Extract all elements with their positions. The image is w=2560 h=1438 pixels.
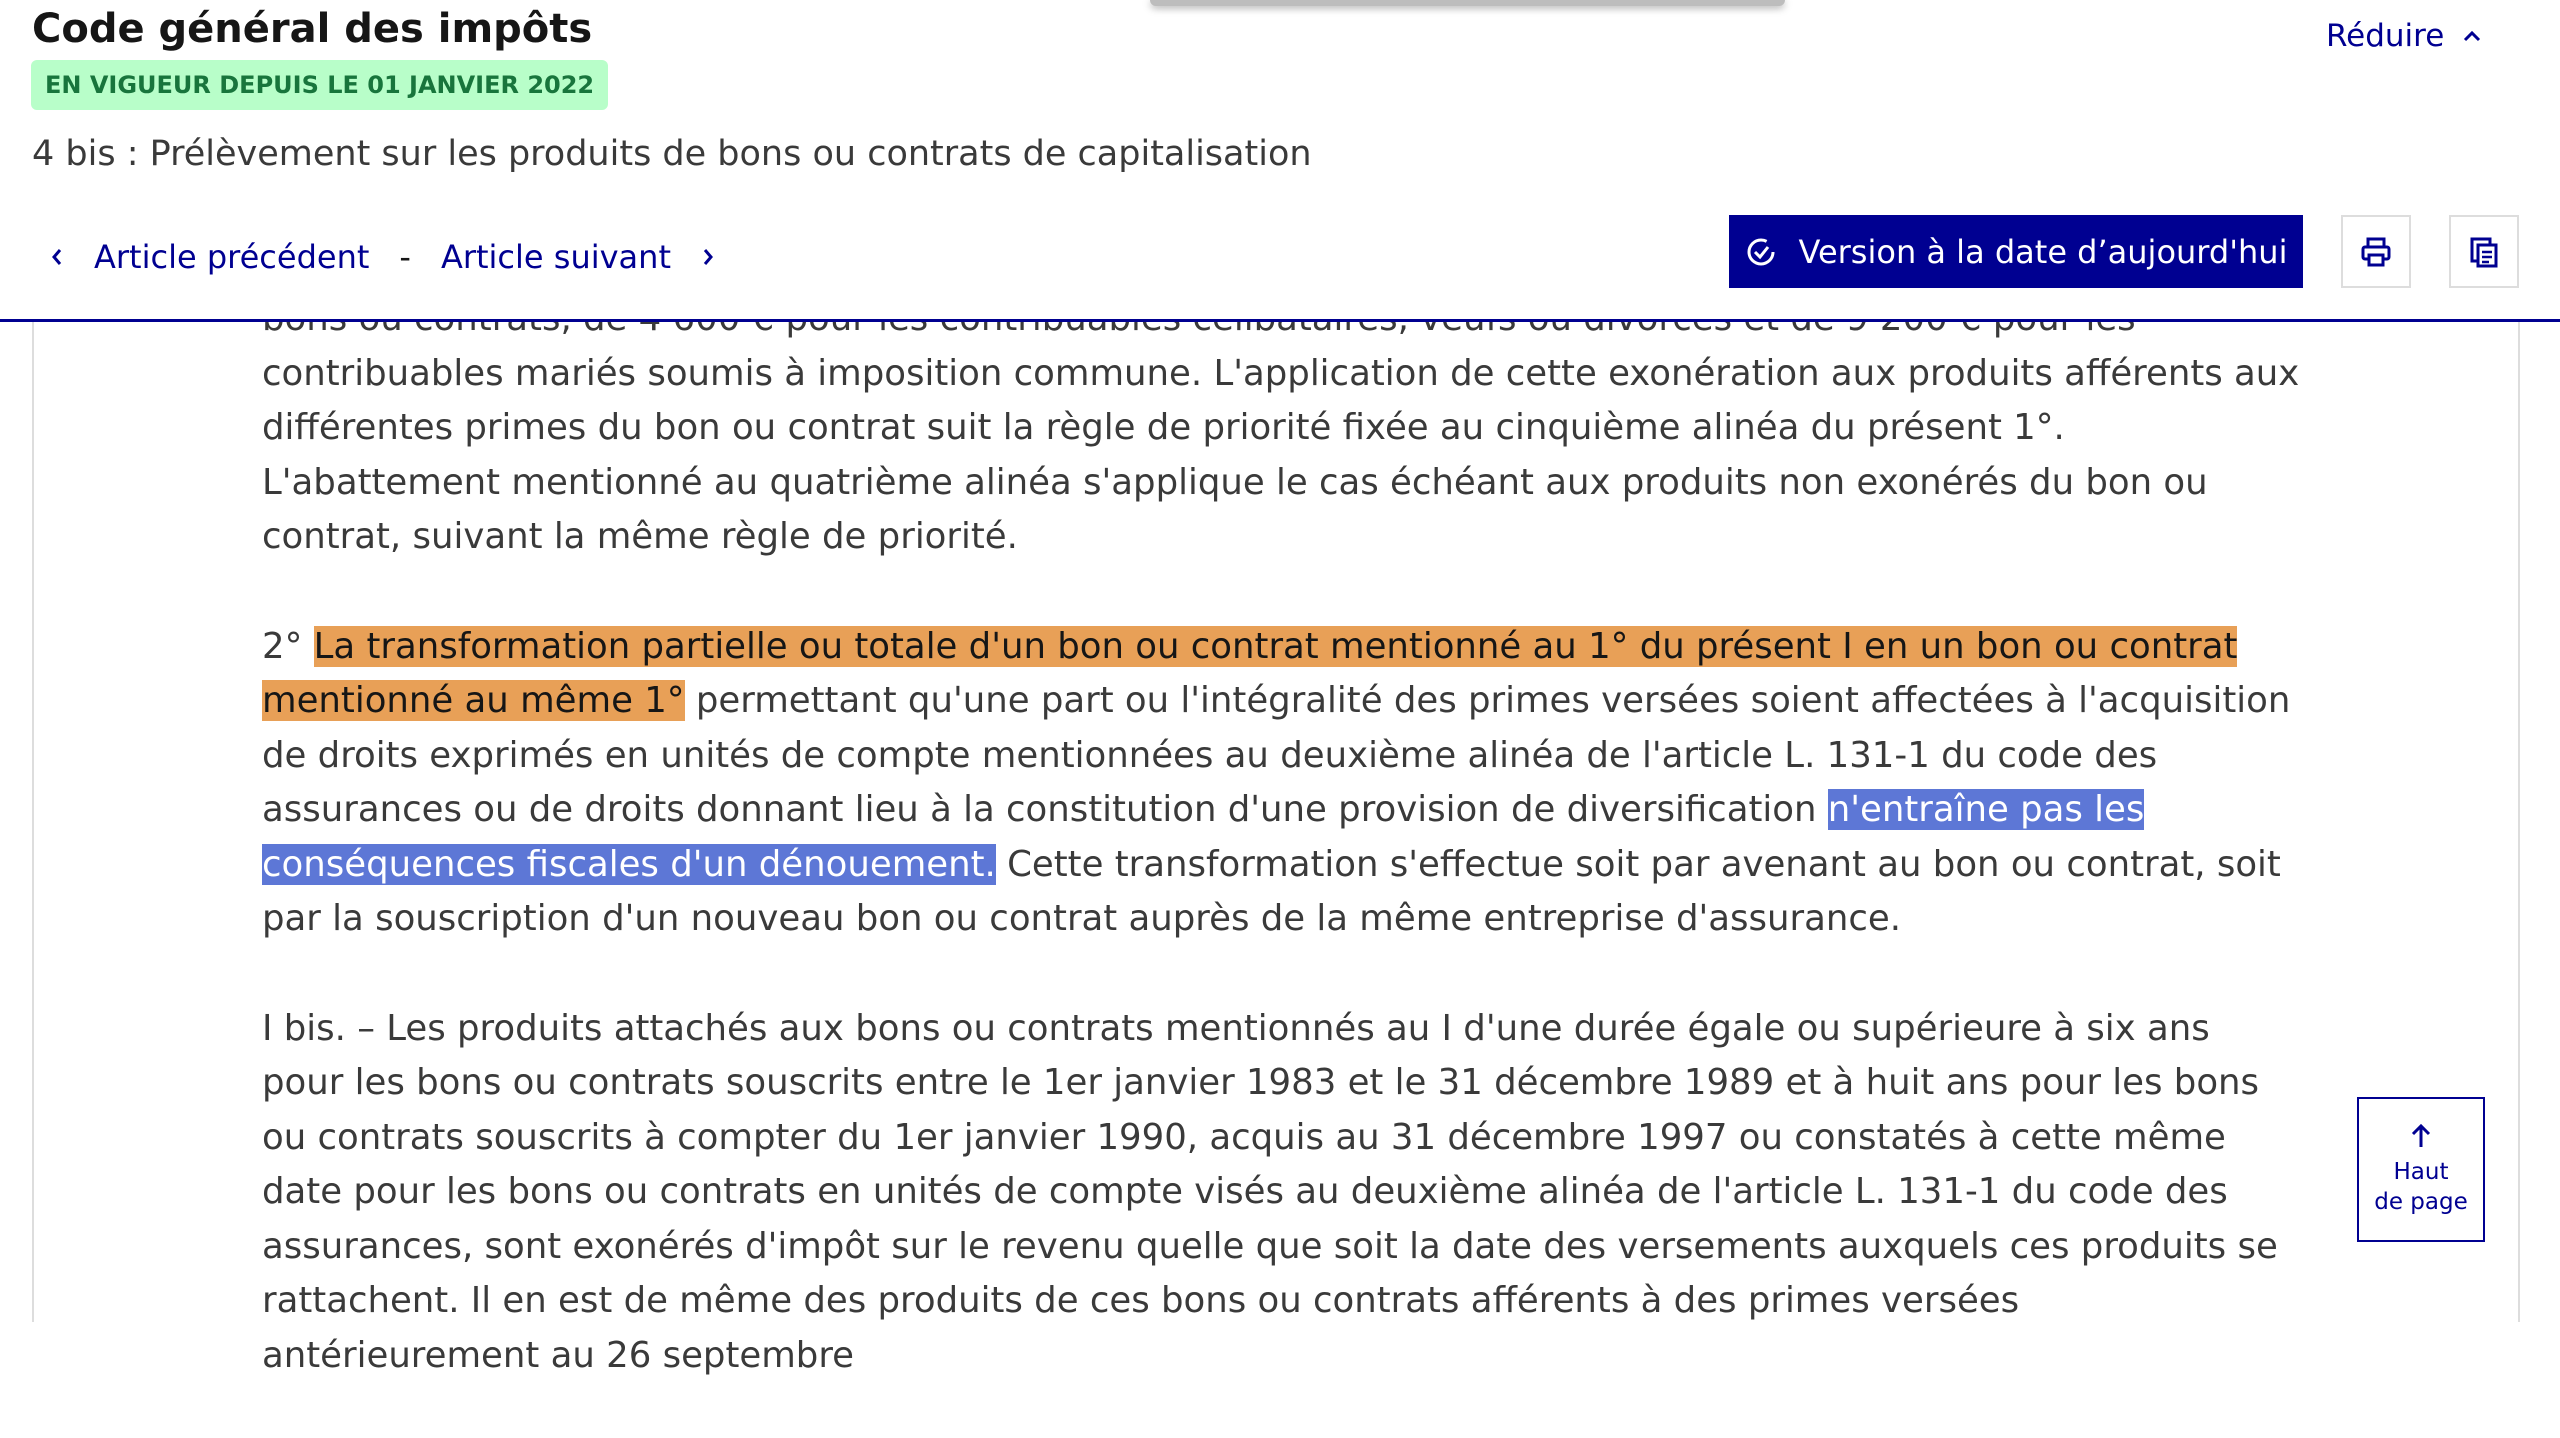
paragraph-number: 2° (262, 625, 314, 667)
reduce-button[interactable] (2326, 14, 2482, 58)
current-version-button[interactable] (1729, 215, 2303, 288)
back-to-top-button[interactable] (2357, 1097, 2485, 1242)
back-to-top-label-1: Haut (2393, 1158, 2449, 1185)
previous-article-label: Article précédent (94, 238, 370, 276)
highlight-orange[interactable]: La transformation partielle ou totale d'un bon ou contrat mentionné au 1° du présent I en un bon ou contrat mentionné au même 1° (262, 625, 2238, 721)
article-navigation (50, 232, 715, 282)
article-paragraph-3: I bis. – Les produits attachés aux bons ou contrats mentionnés au I d'une durée égale ou supérieure à six ans pour les bons ou contrats souscrits entre le 1er janvier 1983 et le 31 décembre 1989 et à huit ans pour les bons ou contrats souscrits à compter du 1er janvier 1990, acquis au 31 décembre 1997 ou constatés à cette même date pour les bons ou contrats en unités de compte visés au deuxième alinéa de l'article L. 131-1 du code des assurances, sont exonérés d'impôt sur le revenu quelle que soit la date des versements auxquels ces produits se rattachent. Il en est de même des produits de ces bons ou contrats afférents à des primes versées antérieurement au 26 septembre (262, 1007, 2278, 1376)
current-version-label: Version à la date d’aujourd'hui (1798, 232, 2288, 271)
article-paragraph-1: contribuables mariés soumis à imposition commune. L'application de cette exonération aux produits afférents aux différentes primes du bon ou contrat suit la règle de priorité fixée au cinquième alinéa du présent 1°. L'abattement mentionné au quatrième alinéa s'applique le cas échéant aux produits non exonérés du bon ou contrat, suivant la même règle de priorité. (262, 352, 2300, 557)
chevron-right-icon (701, 247, 715, 267)
selected-text-highlight[interactable]: n'entraîne pas les conséquences fiscales d'un dénouement. (262, 789, 2145, 885)
next-article-label: Article suivant (440, 238, 671, 276)
nav-separator: - (399, 238, 411, 276)
chevron-left-icon (50, 247, 64, 267)
printer-icon (2359, 235, 2393, 269)
status-badge: EN VIGUEUR DEPUIS LE 01 JANVIER 2022 (31, 60, 608, 110)
copy-button[interactable] (2449, 215, 2519, 288)
code-title: Code général des impôts (32, 6, 593, 52)
arrow-up-icon (2409, 1123, 2433, 1149)
previous-article-link[interactable] (50, 238, 369, 276)
article-title: 4 bis : Prélèvement sur les produits de bons ou contrats de capitalisation (32, 134, 1312, 174)
paragraph-text: permettant qu'une part ou l'intégralité des primes versées soient affectées à l'acquisition de droits exprimés en unités de compte mentionnées au deuxième alinéa de l'article L. 131-1 du code des assurances ou de droits donnant lieu à la constitution d'une provision de diversification (262, 680, 2291, 830)
overlay-shadow (1150, 0, 1785, 6)
check-circle-icon (1745, 236, 1777, 268)
sticky-header (0, 0, 2560, 322)
reduce-label: Réduire (2326, 18, 2445, 54)
article-paragraph-2 (262, 620, 2302, 947)
article-body (262, 292, 2302, 1438)
print-button[interactable] (2341, 215, 2411, 288)
back-to-top-label-2: de page (2374, 1188, 2468, 1215)
next-article-link[interactable] (441, 238, 715, 276)
copy-icon (2467, 235, 2501, 269)
chevron-up-icon (2462, 29, 2482, 43)
paragraph-text: Cette transformation s'effectue soit par avenant au bon ou contrat, soit par la souscription d'un nouveau bon ou contrat auprès de la même entreprise d'assurance. (262, 843, 2281, 939)
